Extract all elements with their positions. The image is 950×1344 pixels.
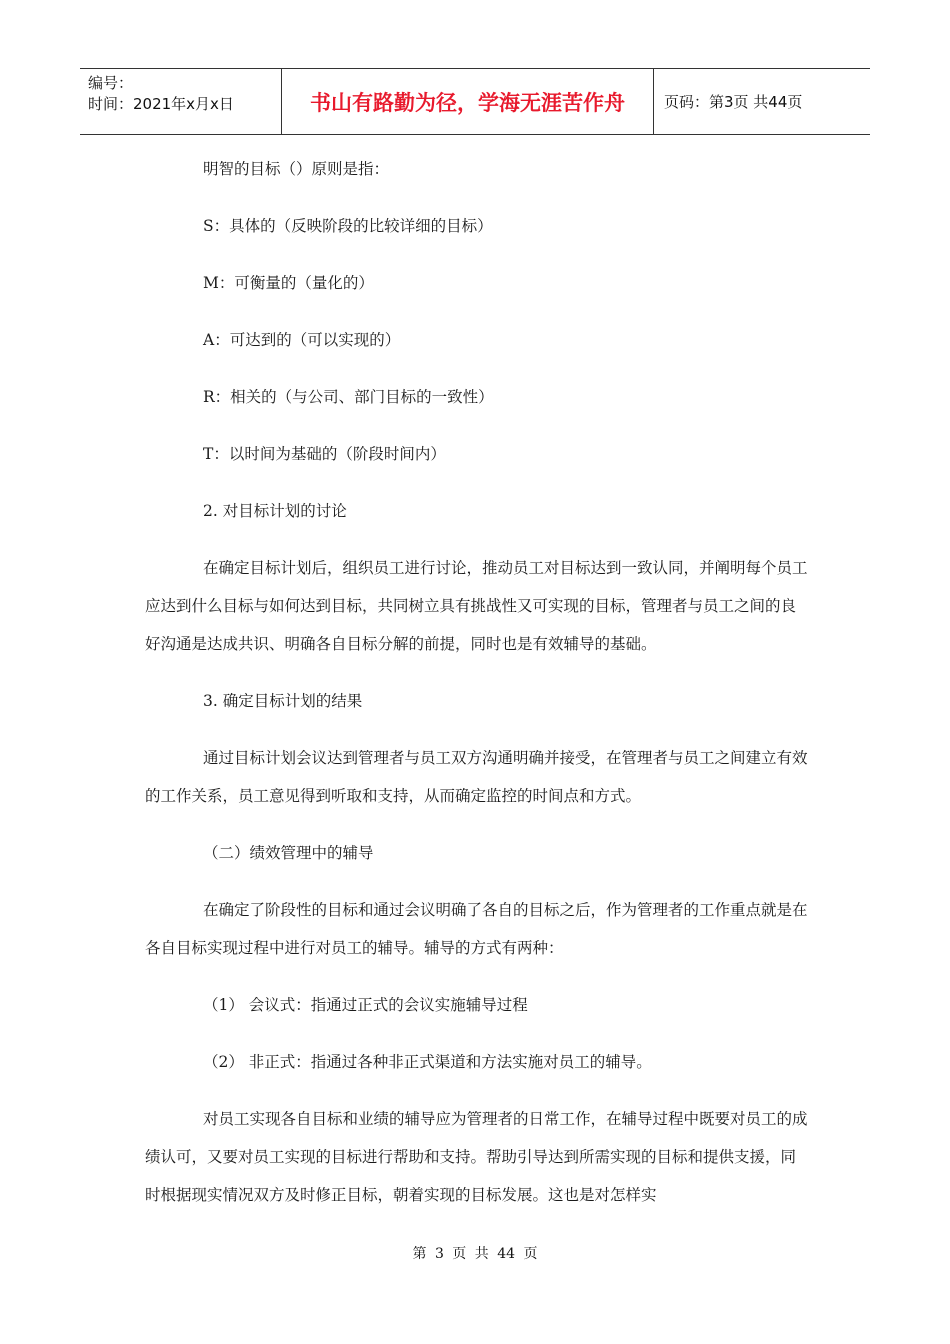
- document-number-label: 编号：: [88, 74, 134, 92]
- document-body: [145, 150, 810, 1214]
- body-paragraph: 通过目标计划会议达到管理者与员工双方沟通明确并接受，在管理者与员工之间建立有效的工作关系，员工意见得到听取和支持，从而确定监控的时间点和方式。: [145, 749, 808, 805]
- body-paragraph: S：具体的（反映阶段的比较详细的目标）: [203, 217, 493, 235]
- body-paragraph: M：可衡量的（量化的）: [203, 274, 374, 292]
- header-meta: [80, 69, 282, 134]
- body-paragraph: A：可达到的（可以实现的）: [203, 331, 401, 349]
- list-item: （1） 会议式：指通过正式的会议实施辅导过程: [203, 996, 528, 1014]
- body-paragraph: 明智的目标（）原则是指：: [203, 160, 390, 178]
- section-heading: 2. 对目标计划的讨论: [203, 502, 347, 520]
- page-footer: 第 3 页 共 44 页: [412, 1246, 538, 1262]
- body-paragraph: T：以时间为基础的（阶段时间内）: [203, 445, 446, 463]
- list-item: （2） 非正式：指通过各种非正式渠道和方法实施对员工的辅导。: [203, 1053, 652, 1071]
- header-page-info: 页码：第3页 共44页: [664, 93, 803, 111]
- page-header: [80, 68, 870, 135]
- body-paragraph: 对员工实现各自目标和业绩的辅导应为管理者的日常工作，在辅导过程中既要对员工的成绩认可，又要对员工实现的目标进行帮助和支持。帮助引导达到所需实现的目标和提供支援，同时根据现实情况双方及时修正目标，朝着实现的目标发展。这也是对怎样实: [145, 1110, 808, 1204]
- body-paragraph: 在确定目标计划后，组织员工进行讨论，推动员工对目标达到一致认同，并阐明每个员工应达到什么目标与如何达到目标，共同树立具有挑战性又可实现的目标，管理者与员工之间的良好沟通是达成共识、明确各自目标分解的前提，同时也是有效辅导的基础。: [145, 559, 808, 653]
- section-heading: 3. 确定目标计划的结果: [203, 692, 363, 710]
- body-paragraph: 在确定了阶段性的目标和通过会议明确了各自的目标之后，作为管理者的工作重点就是在各自目标实现过程中进行对员工的辅导。辅导的方式有两种：: [145, 901, 808, 957]
- document-time-label: 时间：2021年x月x日: [88, 95, 234, 113]
- section-heading: （二）绩效管理中的辅导: [203, 844, 374, 862]
- header-motto: 书山有路勤为径，学海无涯苦作舟: [282, 69, 654, 134]
- body-paragraph: R：相关的（与公司、部门目标的一致性）: [203, 388, 494, 406]
